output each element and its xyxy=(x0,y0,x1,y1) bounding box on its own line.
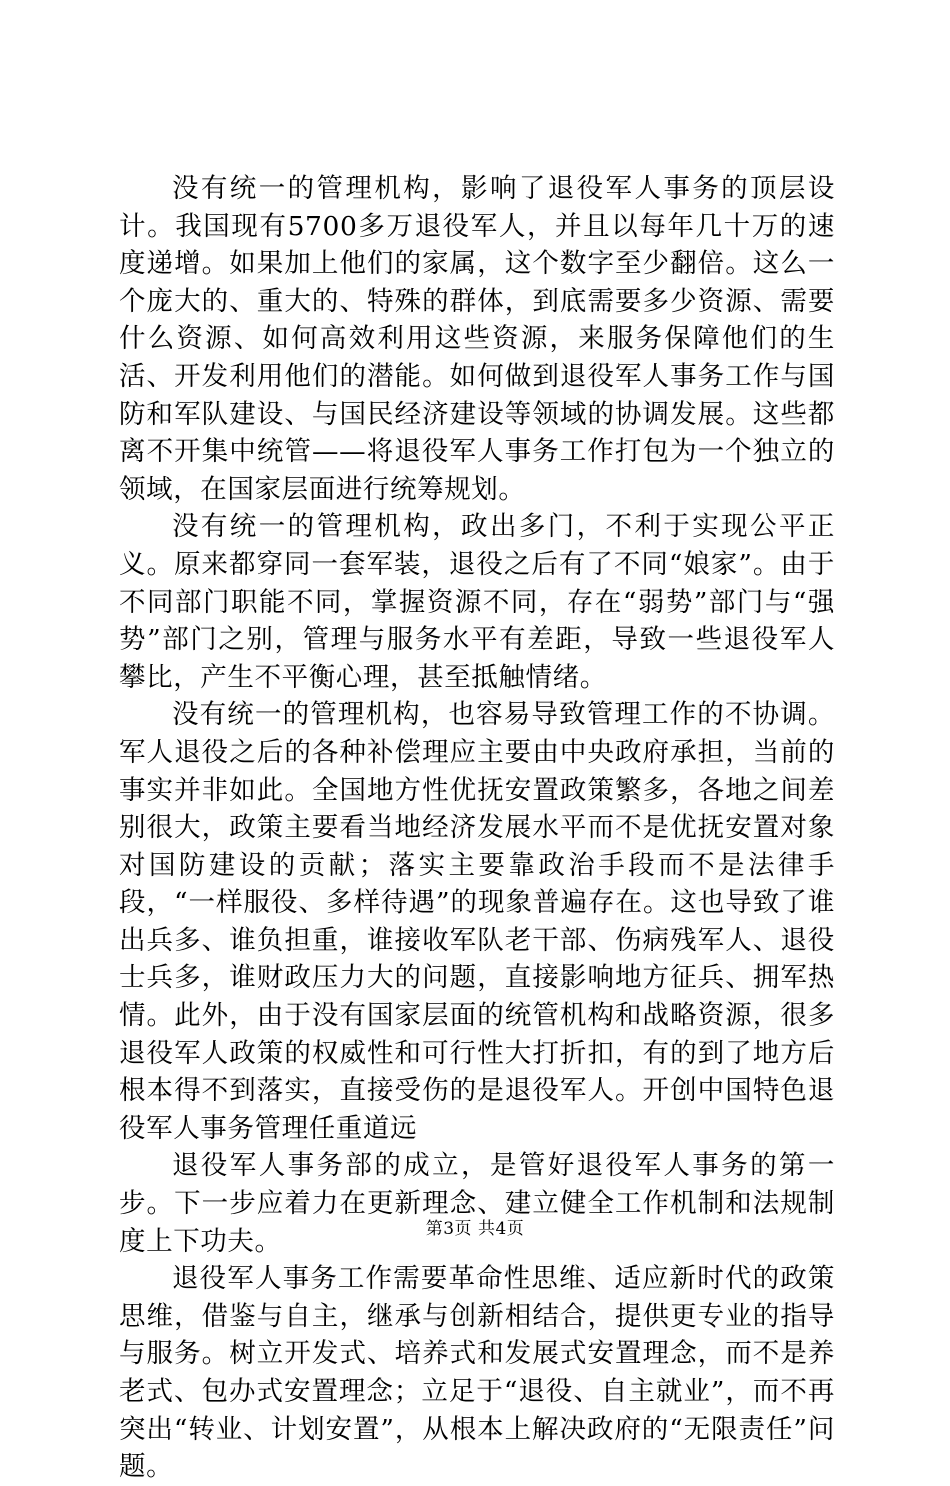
paragraph-1: 没有统一的管理机构，影响了退役军人事务的顶层设计。我国现有5700多万退役军人，并且以每年几十万的速度递增。如果加上他们的家属，这个数字至少翻倍。这么一个庞大的、重大的、特殊的群体，到底需要多少资源、需要什么资源、如何高效利用这些资源，来服务保障他们的生活、开发利用他们的潜能。如何做到退役军人事务工作与国防和军队建设、与国民经济建设等领域的协调发展。这些都离不开集中统管——将退役军人事务工作打包为一个独立的领域，在国家层面进行统筹规划。 xyxy=(119,173,835,505)
paragraph-4: 退役军人事务部的成立，是管好退役军人事务的第一步。下一步应着力在更新理念、建立健全工作机制和法规制度上下功夫。 xyxy=(119,1150,835,1257)
paragraph-3: 没有统一的管理机构，也容易导致管理工作的不协调。军人退役之后的各种补偿理应主要由中央政府承担，当前的事实并非如此。全国地方性优抚安置政策繁多，各地之间差别很大，政策主要看当地经济发展水平而不是优抚安置对象对国防建设的贡献；落实主要靠政治手段而不是法律手段，“一样服役、多样待遇”的现象普遍存在。这也导致了谁出兵多、谁负担重，谁接收军队老干部、伤病残军人、退役士兵多，谁财政压力大的问题，直接影响地方征兵、拥军热情。此外，由于没有国家层面的统管机构和战略资源，很多退役军人政策的权威性和可行性大打折扣，有的到了地方后根本得不到落实，直接受伤的是退役军人。开创中国特色退役军人事务管理任重道远 xyxy=(119,699,835,1144)
paragraph-5: 退役军人事务工作需要革命性思维、适应新时代的政策思维，借鉴与自主，继承与创新相结合，提供更专业的指导与服务。树立开发式、培养式和发展式安置理念，而不是养老式、包办式安置理念；立足于“退役、自主就业”，而不再突出“转业、计划安置”，从根本上解决政府的“无限责任”问题。 xyxy=(119,1263,835,1483)
paragraph-2: 没有统一的管理机构，政出多门，不利于实现公平正义。原来都穿同一套军装，退役之后有了不同“娘家”。由于不同部门职能不同，掌握资源不同，存在“弱势”部门与“强势”部门之别，管理与服务水平有差距，导致一些退役军人攀比，产生不平衡心理，甚至抵触情绪。 xyxy=(119,511,835,693)
page-footer: 第3页 共4页 xyxy=(425,1219,525,1239)
document-body xyxy=(119,170,835,1486)
